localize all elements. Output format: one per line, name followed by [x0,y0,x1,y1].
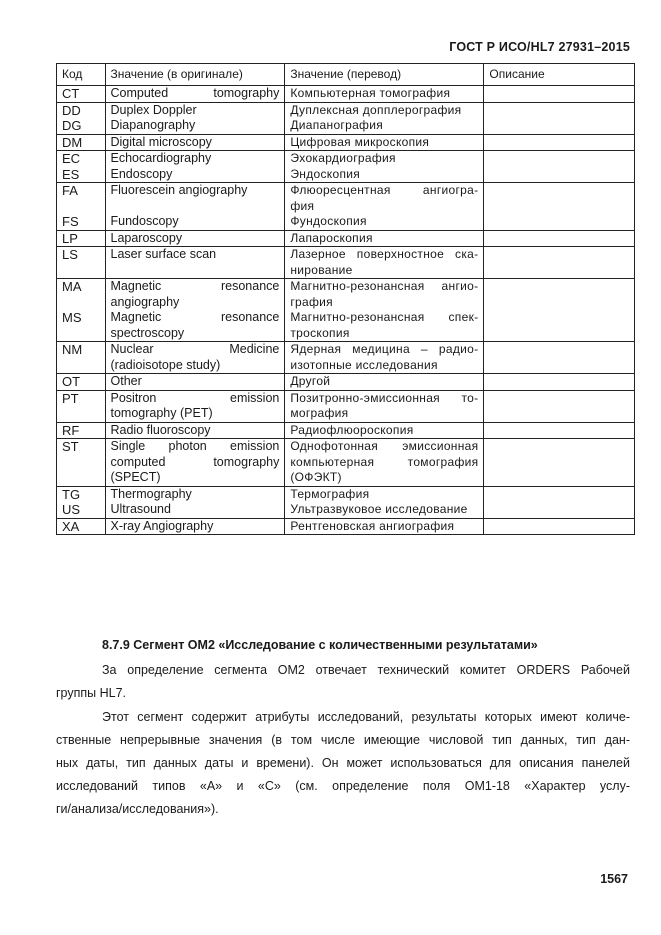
cell-translation-line: Диапанография [290,118,384,132]
cell-original [105,390,285,422]
cell-code-spacer [62,295,100,311]
cell-original-spacer [111,199,280,215]
cell-original [105,230,285,247]
cell-code-value: EC [62,151,81,166]
cell-description [484,342,635,374]
cell-description [484,486,635,518]
cell-code-value: DD [62,102,81,118]
paragraph-1-line-1: За определение сегмента OM2 отвечает технический комитет ORDERS Рабочей [102,663,630,677]
table-body [57,86,635,535]
cell-code-value: ST [62,439,79,454]
cell-code-value: PT [62,390,79,406]
cell-original [105,279,285,342]
cell-original-line: Ultrasound [110,502,171,516]
cell-translation-line: Термография [290,486,370,501]
cell-code [57,486,106,518]
cell-translation-line: компьютерная томография [290,454,479,469]
cell-original-line: Radio fluoroscopy [110,422,211,437]
paragraph-1-line-2: группы HL7. [56,686,127,700]
paragraph-2-line-1: Этот сегмент содержит атрибуты исследований, результаты которых имеют количе- [102,710,630,724]
page-number: 1567 [600,872,628,886]
cell-description [484,390,635,422]
cell-code [57,230,106,247]
cell-code [57,134,106,151]
cell-original-line: angiography [110,294,180,309]
cell-translation-line: графия [290,294,333,309]
cell-translation [285,279,484,342]
cell-original [105,518,285,535]
cell-description [484,422,635,439]
paragraph-2-line-4: исследований типов «A» и «C» (см. определение поля OM1-18 «Характер услу- [56,779,630,793]
cell-translation [285,374,484,391]
cell-code-value: MA [62,279,82,294]
table-row [57,486,635,518]
cell-code [57,422,106,439]
cell-translation-line: Ультразвуковое исследование [290,502,468,516]
cell-description [484,230,635,247]
cell-translation-line: Лапароскопия [290,230,373,245]
column-header-description: Описание [484,64,635,86]
cell-translation-line: Ядерная медицина – радио- [290,342,479,356]
cell-code-spacer [62,199,100,215]
cell-original [105,102,285,134]
cell-original-line: Digital microscopy [110,134,212,149]
cell-original-line: Fundoscopy [110,214,179,228]
cell-original [105,134,285,151]
paragraph-2-line-5: ги/анализа/исследования»). [56,802,219,816]
cell-original-line: Fluorescein angiography [110,183,248,197]
cell-translation [285,230,484,247]
table-row [57,183,635,231]
cell-original-line: Nuclear Medicine [110,342,280,356]
cell-translation-line: троскопия [290,325,350,340]
section-heading: 8.7.9 Сегмент OM2 «Исследование с количественными результатами» [102,638,538,652]
cell-original-line: Positron emission [110,390,280,405]
cell-translation-line: Радиофлюороскопия [290,422,414,437]
table-row [57,518,635,535]
document-header: ГОСТ Р ИСО/HL7 27931–2015 [449,40,630,54]
cell-original [105,342,285,374]
cell-original-line: Magnetic resonance [110,279,280,293]
table-row [57,342,635,374]
cell-translation-line: Однофотонная эмиссионная [290,439,479,453]
cell-translation [285,183,484,231]
cell-translation [285,247,484,279]
cell-original-line: (radioisotope study) [110,357,221,372]
cell-code [57,247,106,279]
cell-code-value: TG [62,486,81,502]
table-row [57,422,635,439]
cell-code [57,183,106,231]
cell-translation [285,390,484,422]
cell-code-value: LS [62,247,78,262]
cell-code-value: XA [62,518,80,534]
table-row [57,102,635,134]
column-header-code: Код [57,64,106,86]
cell-code-value: OT [62,374,81,389]
cell-description [484,247,635,279]
cell-description [484,439,635,487]
cell-original-line: X-ray Angiography [110,518,214,533]
cell-original [105,86,285,103]
cell-original-line: Laparoscopy [110,230,183,245]
cell-translation [285,151,484,183]
paragraph-2-line-2: ственные непрерывные значения (в том числе имеющие числовой тип данных, тип дан- [56,733,630,747]
cell-original [105,486,285,518]
cell-original-line: Other [110,374,142,388]
cell-code [57,151,106,183]
cell-description [484,102,635,134]
table-header-row [57,64,635,86]
cell-translation [285,342,484,374]
cell-translation-line: Дуплексная допплерография [290,102,462,117]
cell-code [57,439,106,487]
paragraph-2-line-3: ных даты, тип данных даты и времени). Он может использоваться для описания панелей [56,756,630,770]
cell-translation [285,518,484,535]
cell-translation-line: Компьютерная томография [290,86,451,100]
modality-codes-table [56,63,635,535]
paragraph-1 [56,659,630,705]
column-header-translation: Значение (перевод) [285,64,484,86]
cell-code [57,102,106,134]
table-row [57,279,635,342]
cell-code-value: FS [62,214,79,229]
cell-translation-line: Фундоскопия [290,214,367,228]
cell-description [484,134,635,151]
table-row [57,86,635,103]
cell-code-value: CT [62,86,80,101]
cell-description [484,374,635,391]
table-row [57,151,635,183]
cell-code-value: US [62,502,81,517]
cell-code-value: DM [62,134,83,150]
cell-original-line: Magnetic resonance [110,310,280,324]
cell-original [105,247,285,279]
cell-code [57,390,106,422]
cell-translation-line: изотопные исследования [290,357,438,372]
cell-original-line: Endoscopy [110,166,173,181]
cell-original-line: Thermography [110,486,192,501]
table-row [57,230,635,247]
cell-code-value: RF [62,422,80,438]
table-row [57,439,635,487]
cell-code [57,518,106,535]
cell-code-value: FA [62,183,78,198]
cell-translation [285,86,484,103]
cell-original [105,422,285,439]
cell-translation-line: Магнитно-резонансная спек- [290,310,479,324]
cell-original-line: spectroscopy [110,325,185,340]
cell-description [484,151,635,183]
table-row [57,134,635,151]
cell-original [105,374,285,391]
table-row [57,247,635,279]
cell-code-value: DG [62,118,82,133]
cell-translation-line: Эхокардиография [290,151,396,165]
cell-translation [285,422,484,439]
cell-code-value: LP [62,230,78,246]
cell-translation-line: Флюоресцентная ангиогра- [290,183,479,197]
cell-original-line: tomography (PET) [110,406,213,420]
cell-code [57,374,106,391]
cell-original-line: (SPECT) [110,470,161,484]
paragraph-2 [56,706,630,821]
cell-translation-line: Лазерное поверхностное ска- [290,247,479,261]
cell-code-value: NM [62,342,83,357]
cell-original-line: Laser surface scan [110,247,217,261]
cell-translation-line: нирование [290,262,353,277]
cell-code [57,86,106,103]
cell-translation-line: Эндоскопия [290,166,361,181]
table-row [57,374,635,391]
cell-original-line: Computed tomography [110,86,280,100]
cell-translation-line: фия [290,198,315,213]
cell-original-line: Duplex Doppler [110,102,197,117]
cell-original-line: Echocardiography [110,151,212,165]
cell-code-value: MS [62,310,82,325]
cell-original-line: computed tomography [110,454,280,469]
cell-description [484,86,635,103]
cell-translation-line: Другой [290,374,331,388]
table-row [57,390,635,422]
column-header-original: Значение (в оригинале) [105,64,285,86]
cell-code [57,279,106,342]
cell-description [484,518,635,535]
cell-original [105,439,285,487]
cell-translation-line: Цифровая микроскопия [290,134,430,149]
cell-translation-line: Позитронно-эмиссионная то- [290,390,479,405]
cell-description [484,183,635,231]
cell-translation-line: (ОФЭКТ) [290,470,342,484]
cell-code [57,342,106,374]
cell-translation-line: Рентгеновская ангиография [290,518,455,533]
cell-description [484,279,635,342]
cell-translation [285,102,484,134]
cell-translation [285,486,484,518]
cell-translation [285,134,484,151]
cell-original-line: Single photon emission [110,439,280,453]
cell-translation-line: Магнитно-резонансная ангио- [290,279,479,293]
cell-code-value: ES [62,166,80,182]
cell-original-line: Diapanography [110,118,196,132]
cell-original [105,183,285,231]
cell-translation-line: мография [290,406,349,420]
cell-translation [285,439,484,487]
cell-original [105,151,285,183]
